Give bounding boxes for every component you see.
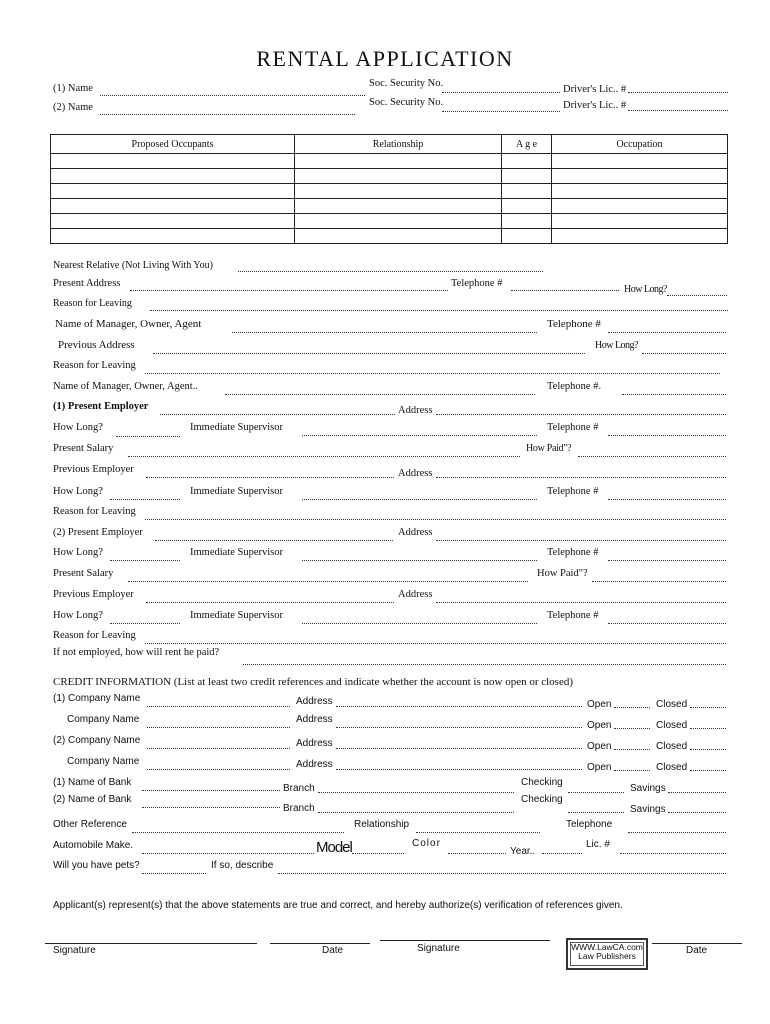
company1-open-label: Open bbox=[587, 699, 612, 710]
bank1-checking-label: Checking bbox=[521, 777, 563, 788]
model-label: Model bbox=[316, 839, 352, 856]
ssn1-label: Soc. Security No. bbox=[369, 78, 444, 89]
how-long4-emp-field[interactable] bbox=[110, 623, 180, 624]
other-reference-label: Other Reference bbox=[53, 819, 127, 830]
supervisor2-field[interactable] bbox=[302, 499, 537, 500]
table-cell[interactable] bbox=[295, 184, 502, 199]
bank2-savings-field[interactable] bbox=[668, 812, 726, 813]
table-row bbox=[51, 154, 728, 169]
address3-label: Address bbox=[398, 527, 433, 538]
company1-closed-field[interactable] bbox=[690, 707, 726, 708]
salary1-label: Present Salary bbox=[53, 443, 114, 454]
col-age: A g e bbox=[502, 135, 552, 154]
bank2-field[interactable] bbox=[142, 807, 280, 808]
telephone3-field[interactable] bbox=[622, 394, 726, 395]
if-so-label: If so, describe bbox=[211, 860, 274, 871]
how-long2-label: How Long? bbox=[595, 340, 638, 351]
supervisor2-label: Immediate Supervisor bbox=[190, 486, 284, 497]
salary1-field[interactable] bbox=[128, 456, 520, 457]
present-address-field[interactable] bbox=[130, 290, 448, 291]
table-cell[interactable] bbox=[552, 169, 728, 184]
company1b-field[interactable] bbox=[147, 727, 290, 728]
not-employed-label: If not employed, how will rent he paid? bbox=[53, 647, 220, 658]
occupants-header-row bbox=[51, 135, 728, 154]
lawca-stamp bbox=[566, 938, 648, 970]
name2-label: (2) Name bbox=[53, 102, 93, 113]
table-cell[interactable] bbox=[51, 199, 295, 214]
company2b-closed-field[interactable] bbox=[690, 770, 726, 771]
table-cell[interactable] bbox=[552, 229, 728, 244]
reason1-emp-field[interactable] bbox=[145, 519, 726, 520]
year-label: Year.. bbox=[510, 846, 536, 857]
reason1-label: Reason for Leaving bbox=[53, 298, 132, 309]
company2b-open-field[interactable] bbox=[614, 770, 650, 771]
bank1-branch-label: Branch bbox=[283, 783, 315, 794]
name1-field[interactable] bbox=[100, 95, 365, 96]
bank2-branch-field[interactable] bbox=[318, 812, 514, 813]
address3-field[interactable] bbox=[436, 540, 726, 541]
company2-closed-field[interactable] bbox=[690, 749, 726, 750]
automobile-label: Automobile Make. bbox=[53, 840, 134, 851]
company2-closed-label: Closed bbox=[656, 741, 688, 752]
reason2-field[interactable] bbox=[145, 373, 720, 374]
statement-text: Applicant(s) represent(s) that the above statements are true and correct, and hereby authorize(s) verification of references given. bbox=[53, 900, 623, 911]
signature2-label: Signature bbox=[417, 943, 460, 954]
salary2-field[interactable] bbox=[128, 581, 528, 582]
date1-line[interactable] bbox=[270, 943, 370, 944]
date1-label: Date bbox=[322, 945, 344, 956]
date2-line[interactable] bbox=[652, 943, 742, 944]
bank1-branch-field[interactable] bbox=[318, 792, 514, 793]
occupants-table bbox=[50, 134, 728, 244]
previous-employer1-field[interactable] bbox=[146, 477, 394, 478]
telephone3-label: Telephone #. bbox=[547, 381, 602, 392]
company1b-closed-field[interactable] bbox=[690, 728, 726, 729]
company2b-open-label: Open bbox=[587, 762, 612, 773]
how-long2-emp-label: How Long? bbox=[53, 486, 103, 497]
address4-label: Address bbox=[398, 589, 433, 600]
address1-label: Address bbox=[398, 405, 433, 416]
telephone3-emp-label: Telephone # bbox=[547, 547, 599, 558]
table-cell[interactable] bbox=[502, 214, 552, 229]
how-long1-label: How Long? bbox=[624, 284, 667, 295]
company1b-label: Company Name bbox=[67, 714, 140, 725]
telephone2-emp-label: Telephone # bbox=[547, 486, 599, 497]
manager1-field[interactable] bbox=[232, 332, 537, 333]
table-cell[interactable] bbox=[295, 199, 502, 214]
signature1-line[interactable] bbox=[45, 943, 257, 944]
bank1-savings-label: Savings bbox=[630, 783, 666, 794]
company1-open-field[interactable] bbox=[614, 707, 650, 708]
bank1-checking-field[interactable] bbox=[568, 792, 624, 793]
supervisor4-label: Immediate Supervisor bbox=[190, 610, 284, 621]
telephone4-emp-field[interactable] bbox=[608, 623, 726, 624]
stamp-line2: Law Publishers bbox=[578, 950, 636, 961]
table-row bbox=[51, 214, 728, 229]
other-reference-field[interactable] bbox=[132, 832, 344, 833]
dl1-label: Driver's Lic.. # bbox=[563, 84, 627, 95]
bank2-checking-label: Checking bbox=[521, 794, 563, 805]
lic-field[interactable] bbox=[620, 853, 726, 854]
company2-open-field[interactable] bbox=[614, 749, 650, 750]
supervisor1-label: Immediate Supervisor bbox=[190, 422, 284, 433]
automobile-field[interactable] bbox=[142, 853, 314, 854]
credit-heading: CREDIT INFORMATION (List at least two credit references and indicate whether the account is now open or closed) bbox=[53, 676, 574, 688]
previous-address-field[interactable] bbox=[153, 353, 585, 354]
company2b-label: Company Name bbox=[67, 756, 140, 767]
pets-describe-field[interactable] bbox=[278, 873, 726, 874]
supervisor3-field[interactable] bbox=[302, 560, 537, 561]
company1-address-label: Address bbox=[296, 696, 333, 707]
ssn1-field[interactable] bbox=[442, 92, 560, 93]
name2-field[interactable] bbox=[100, 114, 355, 115]
table-cell[interactable] bbox=[295, 214, 502, 229]
how-long1-emp-field[interactable] bbox=[116, 436, 180, 437]
table-cell[interactable] bbox=[502, 229, 552, 244]
name1-label: (1) Name bbox=[53, 83, 93, 94]
color-field[interactable] bbox=[448, 853, 506, 854]
relationship-field[interactable] bbox=[416, 832, 540, 833]
bank2-checking-field[interactable] bbox=[568, 812, 624, 813]
nearest-relative-field[interactable] bbox=[238, 271, 543, 272]
company2b-field[interactable] bbox=[147, 769, 290, 770]
telephone4-emp-label: Telephone # bbox=[547, 610, 599, 621]
manager2-field[interactable] bbox=[225, 394, 535, 395]
telephone1-emp-field[interactable] bbox=[608, 435, 726, 436]
how-long3-emp-label: How Long? bbox=[53, 547, 103, 558]
company1-address-field[interactable] bbox=[336, 706, 582, 707]
how-long3-emp-field[interactable] bbox=[110, 560, 180, 561]
telephone2-field[interactable] bbox=[608, 332, 726, 333]
address2-field[interactable] bbox=[436, 477, 726, 478]
date2-label: Date bbox=[686, 945, 708, 956]
pets-label: Will you have pets? bbox=[53, 860, 140, 871]
table-cell[interactable] bbox=[502, 184, 552, 199]
table-cell[interactable] bbox=[51, 154, 295, 169]
signature1-label: Signature bbox=[53, 945, 96, 956]
salary2-label: Present Salary bbox=[53, 568, 114, 579]
table-cell[interactable] bbox=[51, 169, 295, 184]
dl1-field[interactable] bbox=[628, 92, 728, 93]
previous-address-label: Previous Address bbox=[58, 339, 135, 351]
dl2-label: Driver's Lic.. # bbox=[563, 100, 627, 111]
company2-label: (2) Company Name bbox=[53, 735, 141, 746]
previous-employer2-label: Previous Employer bbox=[53, 589, 134, 600]
company2-address-label: Address bbox=[296, 738, 333, 749]
company1b-address-label: Address bbox=[296, 714, 333, 725]
table-cell[interactable] bbox=[502, 199, 552, 214]
table-cell[interactable] bbox=[552, 214, 728, 229]
bank2-label: (2) Name of Bank bbox=[53, 794, 132, 805]
supervisor4-field[interactable] bbox=[302, 623, 537, 624]
table-cell[interactable] bbox=[552, 184, 728, 199]
how-paid1-field[interactable] bbox=[578, 456, 726, 457]
lic-label: Lic. # bbox=[586, 839, 610, 850]
how-long2-emp-field[interactable] bbox=[110, 499, 180, 500]
present-employer1-field[interactable] bbox=[160, 414, 395, 415]
telephone1-field[interactable] bbox=[511, 290, 619, 291]
how-long4-emp-label: How Long? bbox=[53, 610, 103, 621]
company1-label: (1) Company Name bbox=[53, 693, 141, 704]
telephone2-emp-field[interactable] bbox=[608, 499, 726, 500]
table-row bbox=[51, 169, 728, 184]
col-occupation: Occupation bbox=[552, 135, 728, 154]
reason1-field[interactable] bbox=[150, 310, 728, 311]
signature2-line[interactable] bbox=[380, 940, 550, 941]
company2b-closed-label: Closed bbox=[656, 762, 688, 773]
table-row bbox=[51, 229, 728, 244]
company1-field[interactable] bbox=[147, 706, 290, 707]
bank2-savings-label: Savings bbox=[630, 804, 666, 815]
how-long1-field[interactable] bbox=[667, 295, 727, 296]
table-row bbox=[51, 199, 728, 214]
bank1-field[interactable] bbox=[142, 790, 280, 791]
company1b-address-field[interactable] bbox=[336, 727, 582, 728]
manager2-label: Name of Manager, Owner, Agent.. bbox=[53, 381, 198, 392]
company2-address-field[interactable] bbox=[336, 748, 582, 749]
reason2-label: Reason for Leaving bbox=[53, 360, 136, 371]
ssn2-label: Soc. Security No. bbox=[369, 97, 444, 108]
table-cell[interactable] bbox=[51, 184, 295, 199]
color-label: Color bbox=[412, 838, 441, 849]
company2b-address-field[interactable] bbox=[336, 769, 582, 770]
table-cell[interactable] bbox=[552, 199, 728, 214]
table-row bbox=[51, 184, 728, 199]
pets-field[interactable] bbox=[142, 873, 206, 874]
table-cell[interactable] bbox=[552, 154, 728, 169]
how-long2-field[interactable] bbox=[642, 353, 726, 354]
model-field[interactable] bbox=[352, 853, 404, 854]
other-telephone-label: Telephone bbox=[566, 819, 613, 830]
bank2-branch-label: Branch bbox=[283, 803, 315, 814]
company2-field[interactable] bbox=[147, 748, 290, 749]
company1-closed-label: Closed bbox=[656, 699, 688, 710]
company1b-open-label: Open bbox=[587, 720, 612, 731]
relationship-label: Relationship bbox=[354, 819, 410, 830]
company1b-closed-label: Closed bbox=[656, 720, 688, 731]
table-cell[interactable] bbox=[295, 169, 502, 184]
nearest-relative-label: Nearest Relative (Not Living With You) bbox=[53, 260, 213, 271]
how-paid1-label: How Paid"? bbox=[526, 443, 572, 454]
col-relationship: Relationship bbox=[295, 135, 502, 154]
other-telephone-field[interactable] bbox=[628, 832, 726, 833]
present-employer2-field[interactable] bbox=[155, 540, 393, 541]
address4-field[interactable] bbox=[436, 602, 726, 603]
bank1-label: (1) Name of Bank bbox=[53, 777, 132, 788]
reason1-emp-label: Reason for Leaving bbox=[53, 506, 136, 517]
not-employed-field[interactable] bbox=[243, 664, 726, 665]
table-cell[interactable] bbox=[502, 154, 552, 169]
company2b-address-label: Address bbox=[296, 759, 333, 770]
how-paid2-field[interactable] bbox=[592, 581, 726, 582]
address2-label: Address bbox=[398, 468, 433, 479]
how-paid2-label: How Paid"? bbox=[537, 568, 588, 579]
telephone2-label: Telephone # bbox=[547, 318, 601, 330]
telephone1-emp-label: Telephone # bbox=[547, 422, 599, 433]
supervisor3-label: Immediate Supervisor bbox=[190, 547, 284, 558]
present-employer1-label: (1) Present Employer bbox=[53, 401, 149, 412]
telephone3-emp-field[interactable] bbox=[608, 560, 726, 561]
company1b-open-field[interactable] bbox=[614, 728, 650, 729]
manager1-label: Name of Manager, Owner, Agent bbox=[55, 318, 202, 330]
bank1-savings-field[interactable] bbox=[668, 792, 726, 793]
how-long1-emp-label: How Long? bbox=[53, 422, 103, 433]
table-cell[interactable] bbox=[51, 214, 295, 229]
previous-employer1-label: Previous Employer bbox=[53, 464, 134, 475]
present-address-label: Present Address bbox=[53, 278, 121, 289]
supervisor1-field[interactable] bbox=[302, 435, 537, 436]
col-proposed-occupants: Proposed Occupants bbox=[51, 135, 295, 154]
previous-employer2-field[interactable] bbox=[146, 602, 394, 603]
stamp-line1: WWW.LawCA.com bbox=[571, 942, 643, 952]
telephone1-label: Telephone # bbox=[451, 278, 503, 289]
table-cell[interactable] bbox=[295, 154, 502, 169]
company2-open-label: Open bbox=[587, 741, 612, 752]
form-title: RENTAL APPLICATION bbox=[256, 46, 514, 71]
dl2-field[interactable] bbox=[628, 110, 728, 111]
year-field[interactable] bbox=[542, 853, 582, 854]
present-employer2-label: (2) Present Employer bbox=[53, 527, 143, 538]
reason2-emp-label: Reason for Leaving bbox=[53, 630, 136, 641]
table-cell[interactable] bbox=[51, 229, 295, 244]
table-cell[interactable] bbox=[502, 169, 552, 184]
ssn2-field[interactable] bbox=[442, 111, 560, 112]
address1-field[interactable] bbox=[436, 414, 726, 415]
reason2-emp-field[interactable] bbox=[145, 643, 726, 644]
table-cell[interactable] bbox=[295, 229, 502, 244]
